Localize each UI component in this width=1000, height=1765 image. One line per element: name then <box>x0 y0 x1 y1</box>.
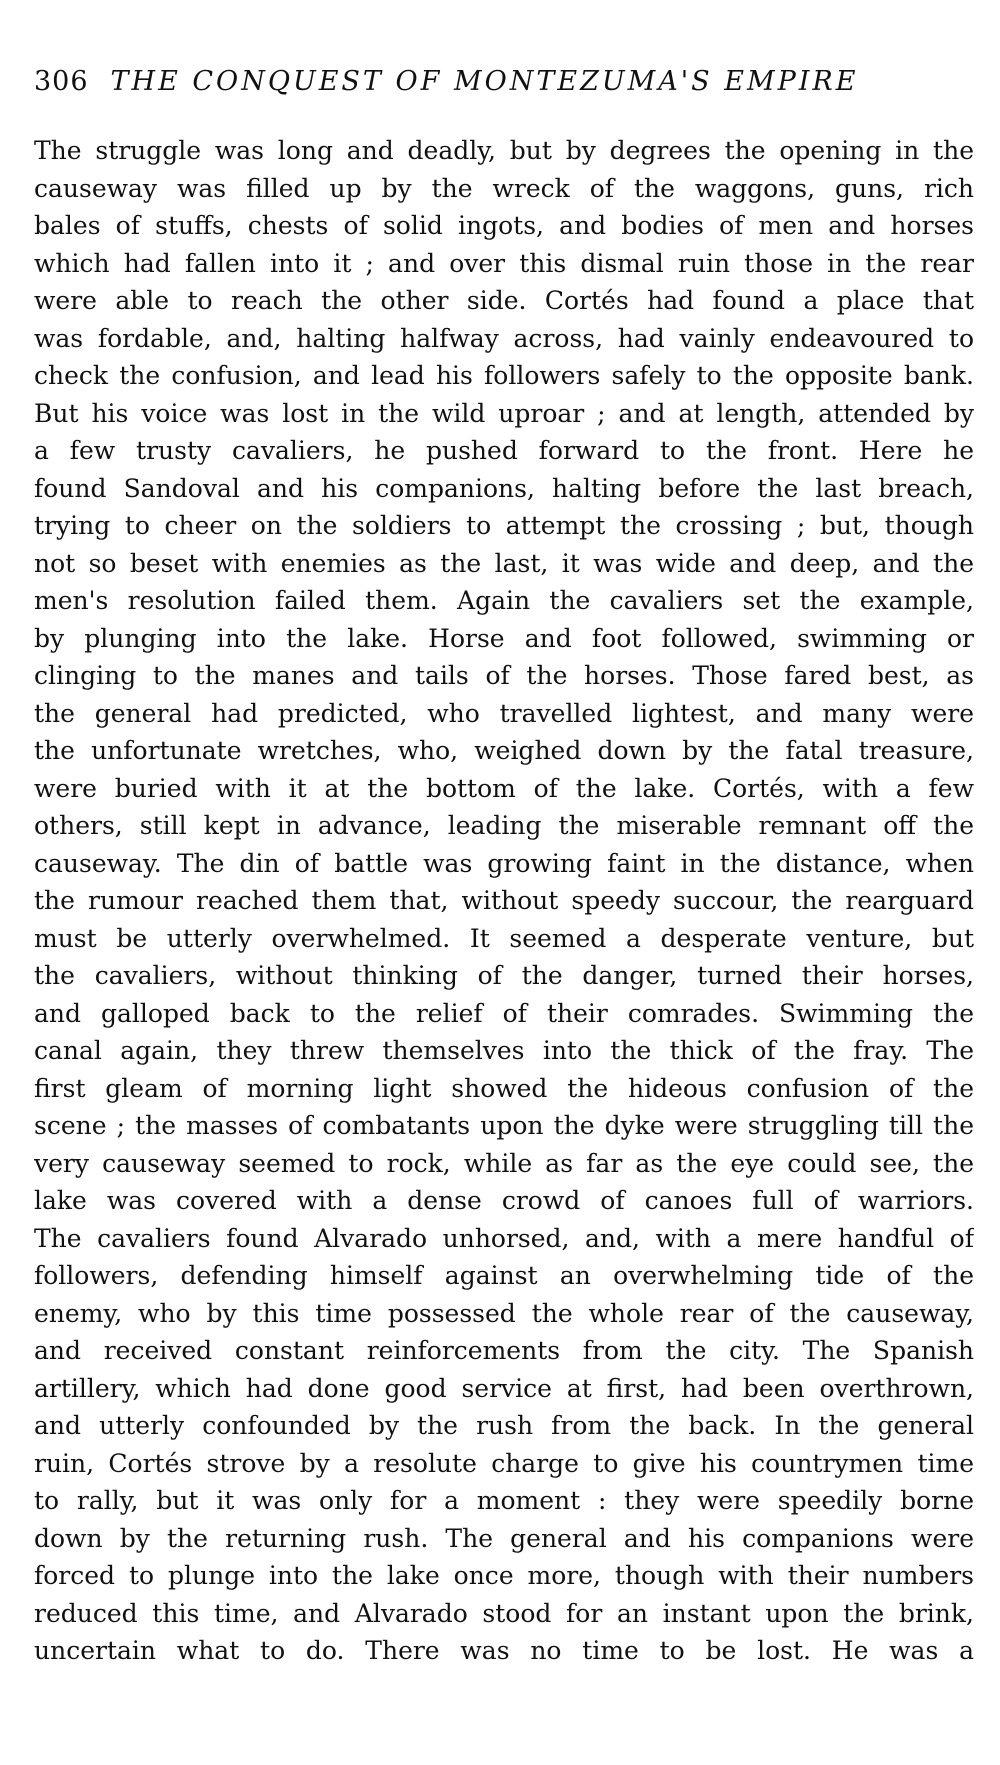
text-line: a few trusty cavaliers, he pushed forward to the front. Here he <box>34 436 974 465</box>
text-line: check the confusion, and lead his followers safely to the opposite bank. <box>34 361 974 390</box>
text-line: was fordable, and, halting halfway across, had vainly endeavoured to <box>34 323 974 353</box>
text-line: bales of stuffs, chests of solid ingots, and bodies of men and horses <box>34 211 974 240</box>
text-line: ruin, Cortés strove by a resolute charge to give his countrymen time <box>34 1448 974 1478</box>
text-line: canal again, they threw themselves into the thick of the fray. The <box>34 1036 974 1065</box>
text-line: by plunging into the lake. Horse and foot followed, swimming or <box>34 623 974 653</box>
text-line: to rally, but it was only for a moment : they were speedily borne <box>34 1486 974 1515</box>
text-line: and galloped back to the relief of their comrades. Swimming the <box>34 998 974 1028</box>
text-line: must be utterly overwhelmed. It seemed a desperate venture, but <box>34 923 974 953</box>
text-line: The cavaliers found Alvarado unhorsed, and, with a mere handful of <box>34 1223 974 1253</box>
text-line: found Sandoval and his companions, halting before the last breach, <box>34 473 974 503</box>
text-line: the cavaliers, without thinking of the danger, turned their horses, <box>34 961 974 990</box>
text-line: forced to plunge into the lake once more, though with their numbers <box>34 1561 974 1590</box>
body-text <box>34 132 974 1670</box>
text-line: the general had predicted, who travelled lightest, and many were <box>34 698 974 728</box>
text-line: enemy, who by this time possessed the whole rear of the causeway, <box>34 1298 974 1328</box>
text-line: were able to reach the other side. Cortés had found a place that <box>34 286 974 315</box>
running-title: THE CONQUEST OF MONTEZUMA'S EMPIRE <box>110 66 859 97</box>
text-line: down by the returning rush. The general and his companions were <box>34 1523 974 1553</box>
text-line: and received constant reinforcements from the city. The Spanish <box>34 1336 974 1365</box>
text-line: and utterly confounded by the rush from the back. In the general <box>34 1411 974 1440</box>
text-line: scene ; the masses of combatants upon the dyke were struggling till the <box>34 1111 974 1140</box>
text-line: lake was covered with a dense crowd of canoes full of warriors. <box>34 1186 974 1215</box>
text-line: followers, defending himself against an overwhelming tide of the <box>34 1261 974 1290</box>
text-line: trying to cheer on the soldiers to attempt the crossing ; but, though <box>34 511 974 540</box>
text-line: artillery, which had done good service at first, had been overthrown, <box>34 1373 974 1403</box>
text-line: first gleam of morning light showed the hideous confusion of the <box>34 1073 974 1103</box>
text-line: not so beset with enemies as the last, it was wide and deep, and the <box>34 548 974 578</box>
text-line: causeway was filled up by the wreck of the waggons, guns, rich <box>34 173 974 203</box>
text-line: men's resolution failed them. Again the cavaliers set the example, <box>34 586 974 615</box>
text-line: others, still kept in advance, leading the miserable remnant off the <box>34 811 974 840</box>
text-line: very causeway seemed to rock, while as far as the eye could see, the <box>34 1148 974 1178</box>
text-line: causeway. The din of battle was growing faint in the distance, when <box>34 848 974 878</box>
text-line: The struggle was long and deadly, but by degrees the opening in the <box>34 136 974 165</box>
text-line: But his voice was lost in the wild uproar ; and at length, attended by <box>34 398 974 428</box>
text-line: the unfortunate wretches, who, weighed down by the fatal treasure, <box>34 736 974 765</box>
text-line: the rumour reached them that, without speedy succour, the rearguard <box>34 886 974 915</box>
running-head <box>34 62 974 102</box>
page-number: 306 <box>34 66 89 97</box>
text-line: which had fallen into it ; and over this dismal ruin those in the rear <box>34 248 974 278</box>
text-line: reduced this time, and Alvarado stood for an instant upon the brink, <box>34 1598 974 1628</box>
text-line: were buried with it at the bottom of the lake. Cortés, with a few <box>34 773 974 803</box>
text-line: clinging to the manes and tails of the horses. Those fared best, as <box>34 661 974 690</box>
text-line: uncertain what to do. There was no time to be lost. He was a <box>34 1636 974 1665</box>
